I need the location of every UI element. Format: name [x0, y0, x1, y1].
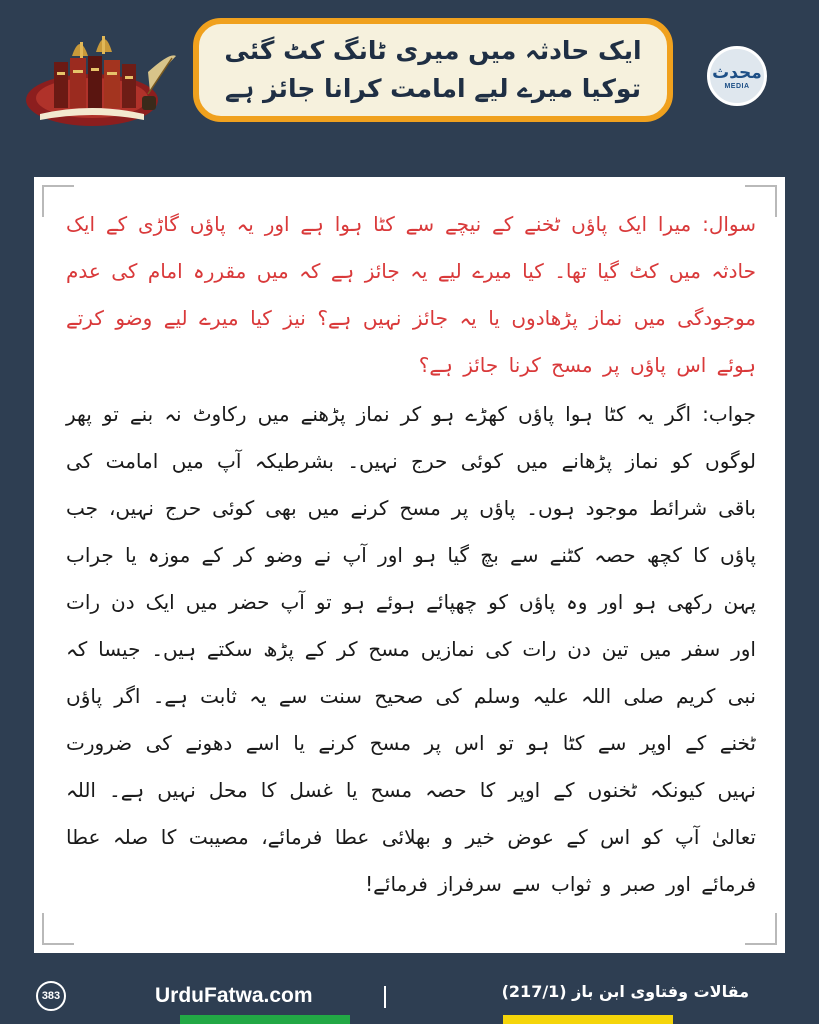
source-reference: مقالات وفتاوی ابن باز (217/1)	[501, 982, 749, 1001]
question-paragraph: سوال: میرا ایک پاؤں ٹخنے کے نیچے سے کٹا ہوا ہے اور یہ پاؤں گاڑی کے ایک حادثہ میں کٹ گیا تھا۔ کیا میرے لیے یہ جائز ہے کہ میں مقررہ امام کی عدم موجودگی میں نماز پڑھادوں یا یہ جائز نہیں ہے؟ نیز کیا میرے لیے وضو کرتے ہوئے اس پاؤں پر مسح کرنا جائز ہے؟	[66, 212, 756, 377]
title-line-2: توکیا میرے لیے امامت کرانا جائز ہے	[225, 74, 641, 103]
page-number-badge: 383	[36, 981, 66, 1011]
title-banner	[193, 18, 673, 122]
corner-ornament	[42, 913, 74, 945]
logo-text: محدث	[712, 62, 762, 83]
footer-yellow-bar	[503, 1015, 673, 1024]
books-quill-decoration-icon	[20, 22, 180, 134]
answer-paragraph: جواب: اگر یہ کٹا ہوا پاؤں کھڑے ہو کر نماز پڑھنے میں رکاوٹ نہ بنے تو پھر لوگوں کو نماز پڑھانے میں کوئی حرج نہیں۔ بشرطیکہ آپ میں امامت کی باقی شرائط موجود ہوں۔ پاؤں پر مسح کرنے میں بھی کوئی حرج نہیں، جب پاؤں کا کچھ حصہ کٹنے سے بچ گیا ہو اور آپ نے وضو کر کے موزہ یا جراب پہن رکھی ہو اور وہ پاؤں کو چھپائے ہوئے ہو تو آپ حضر میں ایک دن رات اور سفر میں تین دن رات کی نمازیں مسح کر کے پڑھ سکتے ہیں۔ جیسا کہ نبی کریم صلی اللہ علیہ وسلم کی صحیح سنت سے یہ ثابت ہے۔ اگر پاؤں ٹخنے کے اوپر سے کٹا ہو تو اس پر مسح کرنے یا اسے دھونے کی ضرورت نہیں کیونکہ ٹخنوں کے اوپر کا حصہ مسح یا غسل کا محل نہیں ہے۔ اللہ تعالیٰ آپ کو اس کے عوض خیر و بھلائی عطا فرمائے، مصیبت کا صلہ عطا فرمائے اور صبر و ثواب سے سرفراز فرمائے!	[66, 402, 756, 896]
site-link[interactable]: UrduFatwa.com	[155, 984, 313, 1007]
footer-green-bar	[180, 1015, 350, 1024]
corner-ornament	[745, 913, 777, 945]
logo-subtext: MEDIA	[724, 82, 750, 90]
title-line-1: ایک حادثہ میں میری ٹانگ کٹ گئی	[224, 36, 642, 65]
fatwa-text	[66, 201, 756, 908]
footer-separator	[384, 986, 386, 1008]
muhaddis-media-logo-icon	[707, 46, 767, 106]
content-card	[34, 177, 785, 953]
